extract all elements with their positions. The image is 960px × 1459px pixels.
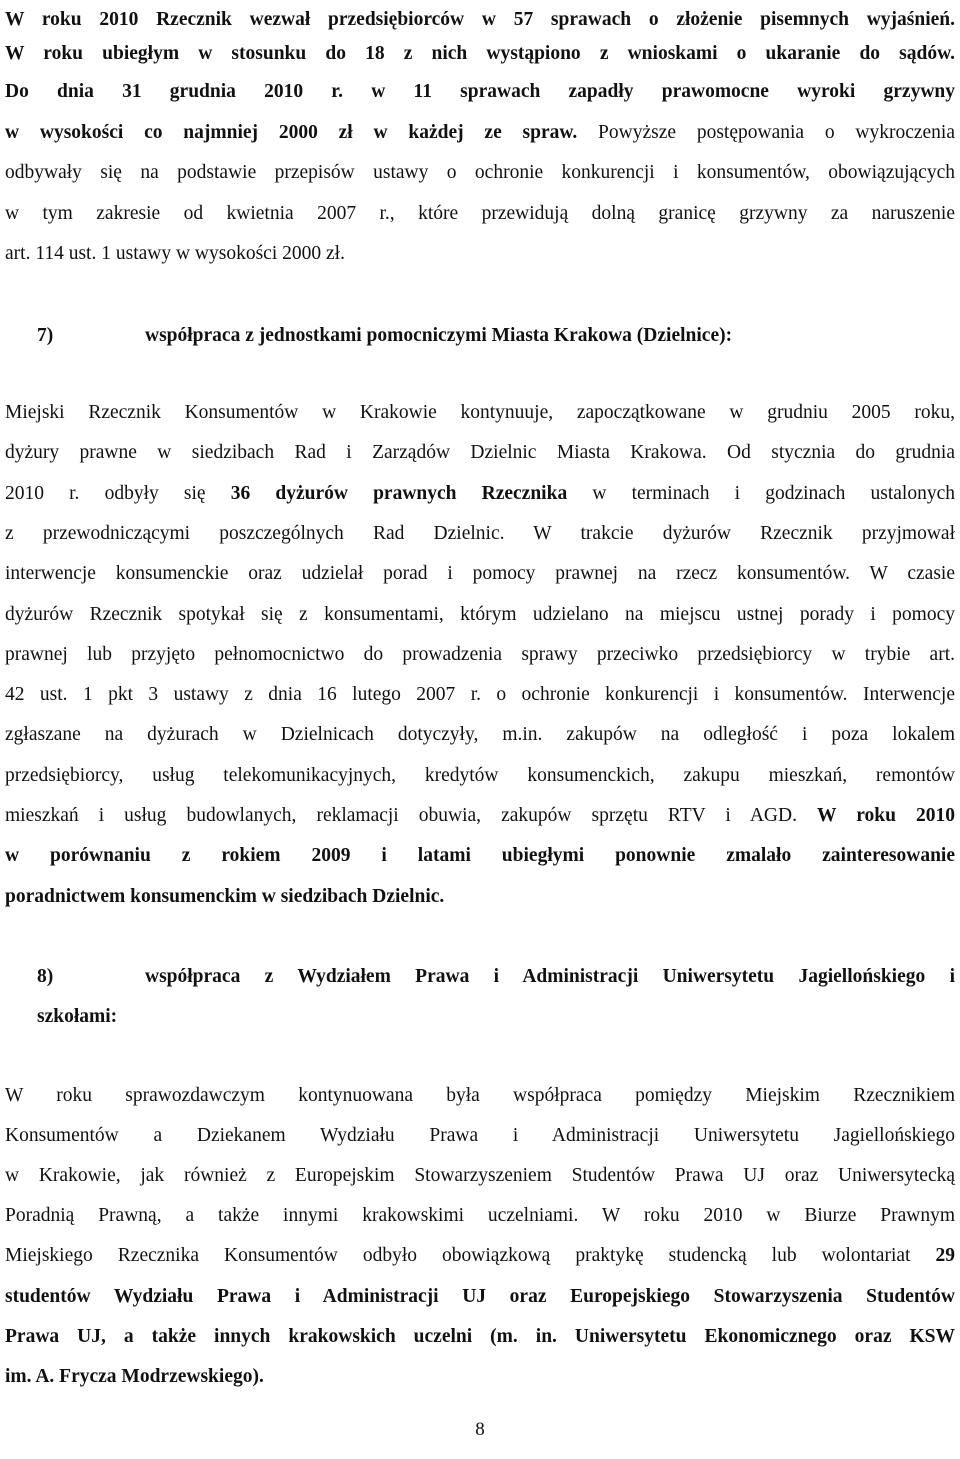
paragraph-1-line-7: art. 114 ust. 1 ustawy w wysokości 2000 zł. xyxy=(5,243,345,264)
paragraph-3-line-8: im. A. Frycza Modrzewskiego). xyxy=(5,1366,264,1387)
paragraph-3-line-2: Konsumentów a Dziekanem Wydziału Prawa i Administracji Uniwersytetu Jagiellońskiego xyxy=(5,1125,955,1146)
paragraph-2-line-3: 2010 r. odbyły się 36 dyżurów prawnych Rzecznika w terminach i godzinach ustalonych xyxy=(5,483,955,504)
paragraph-3-line-5: Miejskiego Rzecznika Konsumentów odbyło obowiązkową praktykę studencką lub wolontariat 29 xyxy=(5,1245,955,1266)
paragraph-3-line-7: Prawa UJ, a także innych krakowskich uczelni (m. in. Uniwersytetu Ekonomicznego oraz KSW xyxy=(5,1326,955,1347)
paragraph-2-line-11: mieszkań i usług budowlanych, reklamacji obuwia, zakupów sprzętu RTV i AGD. W roku 2010 xyxy=(5,805,955,826)
paragraph-2-line-9: zgłaszane na dyżurach w Dzielnicach dotyczyły, m.in. zakupów na odległość i poza lokalem xyxy=(5,724,955,745)
paragraph-2-line-4: z przewodniczącymi poszczególnych Rad Dzielnic. W trakcie dyżurów Rzecznik przyjmował xyxy=(5,523,955,544)
paragraph-2-line-2: dyżury prawne w siedzibach Rad i Zarządów Dzielnic Miasta Krakowa. Od stycznia do grudnia xyxy=(5,442,955,463)
paragraph-1-line-3: Do dnia 31 grudnia 2010 r. w 11 sprawach zapadły prawomocne wyroki grzywny xyxy=(5,81,955,102)
paragraph-2-line-7: prawnej lub przyjęto pełnomocnictwo do prowadzenia sprawy przeciwko przedsiębiorcy w trybie art. xyxy=(5,644,955,665)
paragraph-2-line-1: Miejski Rzecznik Konsumentów w Krakowie kontynuuje, zapoczątkowane w grudniu 2005 roku, xyxy=(5,402,955,423)
paragraph-1-line-5: odbywały się na podstawie przepisów ustawy o ochronie konkurencji i konsumentów, obowiązujących xyxy=(5,162,955,183)
section-8-heading xyxy=(5,957,955,997)
section-8-title-cont: szkołami: xyxy=(37,1006,118,1027)
paragraph-2-line-13: poradnictwem konsumenckim w siedzibach Dzielnic. xyxy=(5,886,445,907)
paragraph-2-line-6: dyżurów Rzecznik spotykał się z konsumentami, którym udzielano na miejscu ustnej porady i pomocy xyxy=(5,604,955,625)
section-7-heading xyxy=(5,316,955,356)
section-8-number: 8) xyxy=(37,966,54,987)
paragraph-2-line-10: przedsiębiorcy, usług telekomunikacyjnych, kredytów konsumenckich, zakupu mieszkań, remontów xyxy=(5,765,955,786)
section-7-number: 7) xyxy=(37,325,54,346)
paragraph-1-line-2: W roku ubiegłym w stosunku do 18 z nich wystąpiono z wnioskami o ukaranie do sądów. xyxy=(5,43,955,64)
paragraph-1-line-1: W roku 2010 Rzecznik wezwał przedsiębiorców w 57 sprawach o złożenie pisemnych wyjaśnień. xyxy=(5,9,955,30)
paragraph-2-line-8: 42 ust. 1 pkt 3 ustawy z dnia 16 lutego 2007 r. o ochronie konkurencji i konsumentów. Interwencje xyxy=(5,684,955,705)
paragraph-2-line-12: w porównaniu z rokiem 2009 i latami ubiegłymi ponownie zmalało zainteresowanie xyxy=(5,845,955,866)
paragraph-2-line-5: interwencje konsumenckie oraz udzielał porad i pomocy prawnej na rzecz konsumentów. W czasie xyxy=(5,563,955,584)
paragraph-1-line-4: w wysokości co najmniej 2000 zł w każdej ze spraw. Powyższe postępowania o wykroczenia xyxy=(5,122,955,143)
paragraph-3-line-6: studentów Wydziału Prawa i Administracji UJ oraz Europejskiego Stowarzyszenia Studentów xyxy=(5,1286,955,1307)
section-7-title: współpraca z jednostkami pomocniczymi Miasta Krakowa (Dzielnice): xyxy=(145,325,733,346)
paragraph-3-line-1: W roku sprawozdawczym kontynuowana była współpraca pomiędzy Miejskim Rzecznikiem xyxy=(5,1085,955,1106)
paragraph-1-line-6: w tym zakresie od kwietnia 2007 r., które przewidują dolną granicę grzywny za naruszenie xyxy=(5,203,955,224)
paragraph-3-line-3: w Krakowie, jak również z Europejskim Stowarzyszeniem Studentów Prawa UJ oraz Uniwersytecką xyxy=(5,1165,955,1186)
page-number: 8 xyxy=(475,1419,485,1440)
section-8-heading-line-2 xyxy=(5,997,955,1037)
section-8-title: współpraca z Wydziałem Prawa i Administracji Uniwersytetu Jagiellońskiego i xyxy=(145,966,955,987)
paragraph-3-line-4: Poradnią Prawną, a także innymi krakowskimi uczelniami. W roku 2010 w Biurze Prawnym xyxy=(5,1205,955,1226)
